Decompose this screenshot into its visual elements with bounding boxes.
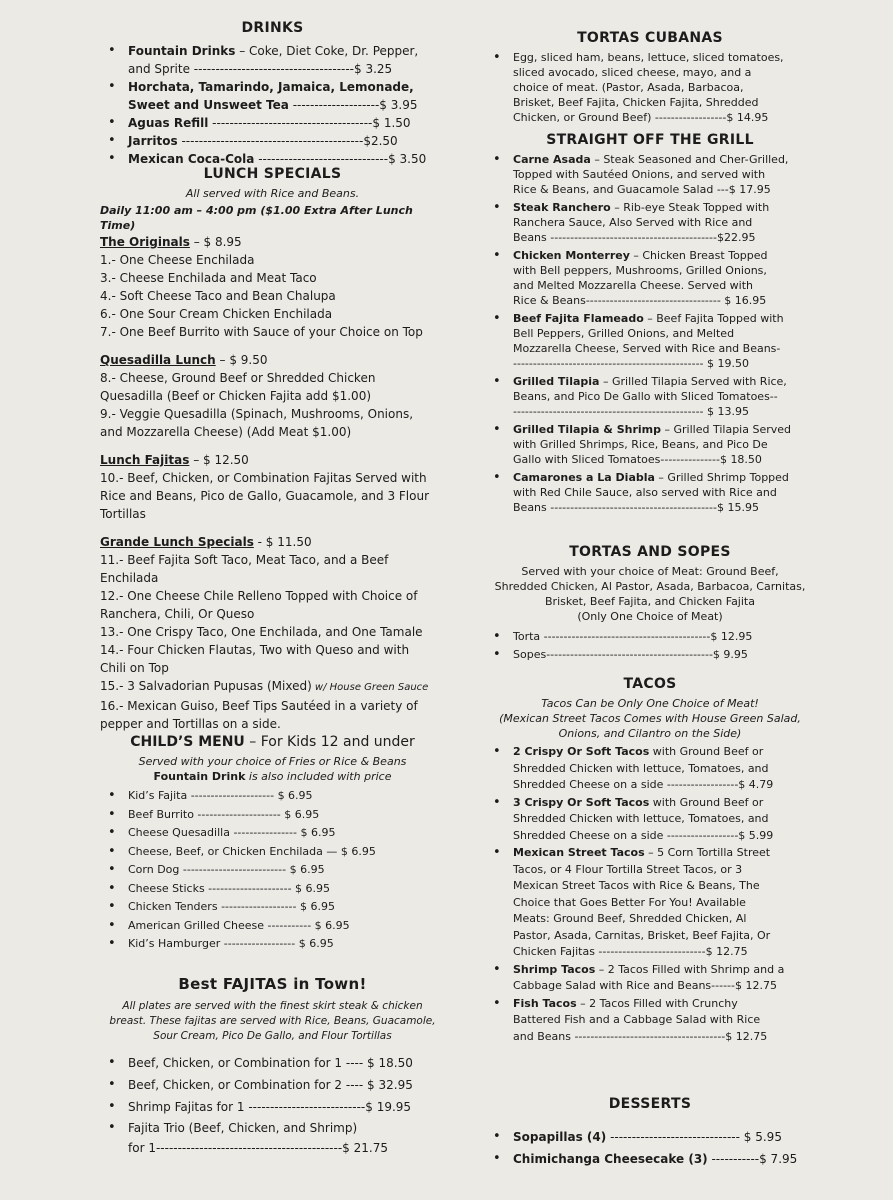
grill-item-name: Grilled Tilapia & Shrimp — [513, 423, 662, 436]
menu-line: Shredded Chicken with lettuce, Tomatoes, and — [513, 812, 769, 825]
drinks-title: DRINKS — [241, 20, 304, 36]
drink-name: Jarritos — [128, 134, 178, 148]
taco-desc: with Ground Beef or — [649, 745, 764, 758]
child-item-name: Kid’s Hamburger — [128, 937, 221, 950]
list-item — [485, 996, 815, 1046]
grande-price: - $ 11.50 — [253, 535, 312, 549]
menu-line: 10.- Beef, Chicken, or Combination Fajitas Served with — [100, 471, 427, 485]
menu-line: Served with your choice of Meat: Ground Beef, — [521, 565, 779, 578]
menu-line: Shredded Chicken, Al Pastor, Asada, Barbacoa, Carnitas, — [494, 580, 806, 593]
fajitas-title: Best FAJITAS in Town! — [178, 975, 367, 993]
taco-desc: – 2 Tacos Filled with Shrimp and a — [595, 962, 785, 976]
grill-item-desc: – Steak Seasoned and Cher-Grilled, — [590, 153, 789, 166]
drink-name: Fountain Drinks — [128, 44, 236, 58]
fajita-name: Beef, Chicken, or Combination for 1 — [128, 1056, 343, 1070]
tortas-sopes-title: TORTAS AND SOPES — [569, 544, 731, 560]
drink-desc: and Sprite — [128, 62, 190, 76]
list-item: • Beef Burrito --------------------- $ 6.95 — [100, 806, 445, 825]
tacos-list — [485, 744, 815, 1045]
menu-line: 6.- One Sour Cream Chicken Enchilada — [100, 307, 333, 321]
fajita-name: for 1 — [128, 1141, 156, 1155]
child-drink-bold: Fountain Drink — [153, 770, 246, 783]
list-item: • Beef, Chicken, or Combination for 1 ---- $ 18.50 — [100, 1052, 445, 1074]
menu-line: Quesadilla (Beef or Chicken Fajita add $1.00) — [100, 389, 372, 403]
grill-item-desc: – Grilled Tilapia Served — [661, 423, 792, 436]
menu-line: 4.- Soft Cheese Taco and Bean Chalupa — [100, 289, 336, 303]
menu-line: 3.- Cheese Enchilada and Meat Taco — [100, 271, 317, 285]
list-item — [485, 152, 815, 197]
list-item: • Fajita Trio (Beef, Chicken, and Shrimp) for 1-------------------------------------------$ 21.75 — [100, 1118, 445, 1158]
menu-line: 8.- Cheese, Ground Beef or Shredded Chicken — [100, 371, 376, 385]
drink-price: $ 3.50 — [388, 152, 427, 166]
child-item-name: Corn Dog — [128, 863, 180, 876]
drinks-list — [100, 42, 445, 168]
list-item — [485, 962, 815, 995]
fajitas-desc-line: Sour Cream, Pico De Gallo, and Flour Tortillas — [153, 1030, 392, 1042]
list-item: • Torta ------------------------------------------$ 12.95 — [485, 628, 815, 646]
list-item: • Chicken Tenders ------------------- $ 6.95 — [100, 898, 445, 917]
fajitas-list — [100, 1052, 445, 1158]
grill-item-name: Beef Fajita Flameado — [513, 312, 644, 325]
menu-line: 13.- One Crispy Taco, One Enchilada, and One Tamale — [100, 625, 423, 639]
drink-price: $ 1.50 — [372, 116, 411, 130]
list-item: • American Grilled Cheese ----------- $ 6.95 — [100, 917, 445, 936]
menu-line: Beans, and Pico De Gallo with Sliced Tomatoes-- — [513, 390, 778, 403]
menu-line: and Mozzarella Cheese) (Add Meat $1.00) — [100, 425, 352, 439]
taco-desc: – 5 Corn Tortilla Street — [644, 846, 771, 859]
fajita-name: Beef, Chicken, or Combination for 2 — [128, 1078, 343, 1092]
child-item-price: $ 6.95 — [277, 789, 313, 802]
menu-line: Chicken, or Ground Beef) ------------------$ 14.95 — [513, 111, 769, 124]
child-item-name: Cheese Sticks — [128, 881, 205, 895]
drink-name: Mexican Coca-Cola — [128, 152, 255, 166]
list-item: • Horchata, Tamarindo, Jamaica, Lemonade, Sweet and Unsweet Tea --------------------$ 3.95 — [100, 78, 445, 114]
desserts-section — [485, 1096, 815, 1170]
item-name: Torta — [513, 630, 541, 643]
child-drink-note — [100, 769, 445, 784]
menu-line: with Grilled Shrimps, Rice, Beans, and Pico De — [513, 438, 768, 451]
desserts-list — [485, 1126, 815, 1170]
grill-title: STRAIGHT OFF THE GRILL — [546, 132, 754, 148]
taco-name: Mexican Street Tacos — [513, 846, 645, 859]
list-item — [485, 744, 815, 794]
pupusas-note: w/ House Green Sauce — [311, 682, 429, 693]
list-item: • Cheese Quesadilla ---------------- $ 6.95 — [100, 824, 445, 843]
tacos-desc — [485, 696, 815, 741]
originals-header — [100, 233, 445, 251]
pupusas-line — [100, 677, 445, 697]
fajita-name: Shrimp Fajitas for 1 — [128, 1100, 245, 1114]
menu-line: 12.- One Cheese Chile Relleno Topped with Choice of — [100, 589, 418, 603]
menu-line: and Melted Mozzarella Cheese. Served with — [513, 279, 754, 292]
tortas-cubanas-list — [485, 50, 815, 125]
child-subtitle: Served with your choice of Fries or Rice & Beans — [138, 755, 407, 768]
menu-line: • Egg, sliced ham, beans, lettuce, sliced tomatoes, — [513, 51, 784, 64]
child-item-name: Cheese Quesadilla — [128, 826, 230, 839]
menu-line: Ranchera Sauce, Also Served with Rice and — [513, 216, 753, 229]
fajitas-desc-line: All plates are served with the finest skirt steak & chicken — [122, 1000, 423, 1012]
originals-label: The Originals — [100, 235, 190, 249]
lunch-fajitas-label: Lunch Fajitas — [100, 453, 190, 467]
menu-line: Cabbage Salad with Rice and Beans------$ 12.75 — [513, 979, 777, 992]
tortas-cubanas-section — [485, 30, 815, 125]
list-item: • Beef, Chicken, or Combination for 2 ---- $ 32.95 — [100, 1074, 445, 1096]
child-drink-rest: is also included with price — [245, 770, 392, 783]
child-item-price: $ 6.95 — [298, 937, 334, 950]
menu-line: Mexican Street Tacos with Rice & Beans, The — [513, 879, 760, 892]
desserts-title: DESSERTS — [608, 1096, 692, 1112]
list-item — [485, 422, 815, 467]
menu-line: sliced avocado, sliced cheese, mayo, and a — [513, 66, 752, 79]
drink-name: Sweet and Unsweet Tea — [128, 98, 289, 112]
dessert-price: $ 5.95 — [743, 1130, 782, 1144]
menu-line: Pastor, Asada, Carnitas, Brisket, Beef Fajita, Or — [513, 928, 771, 942]
menu-line: Tacos Can be Only One Choice of Meat! — [541, 697, 759, 710]
list-item — [485, 248, 815, 308]
child-item-name: Beef Burrito — [128, 807, 194, 821]
menu-price: $ 14.95 — [726, 111, 769, 124]
lunch-subtitle: All served with Rice and Beans. — [185, 187, 360, 200]
taco-name: 3 Crispy Or Soft Tacos — [513, 795, 650, 809]
taco-name: 2 Crispy Or Soft Tacos — [513, 745, 650, 758]
list-item — [485, 311, 815, 371]
drink-name: Aguas Refill — [128, 116, 209, 130]
child-title-row — [100, 734, 445, 750]
menu-line: 14.- Four Chicken Flautas, Two with Queso and with — [100, 643, 410, 657]
child-title: CHILD’S MENU — [130, 734, 245, 750]
list-item — [485, 845, 815, 961]
child-item-name: Kid’s Fajita — [128, 789, 188, 802]
dessert-name: Sopapillas (4) — [513, 1130, 607, 1144]
child-title-suffix: – For Kids 12 and under — [244, 734, 415, 750]
list-item: • Chimichanga Cheesecake (3) -----------$ 7.95 — [485, 1148, 815, 1170]
list-item: • Fountain Drinks – Coke, Diet Coke, Dr. Pepper, and Sprite -------------------------------------$ 3.25 — [100, 42, 445, 78]
child-item-price: $ 6.95 — [300, 900, 335, 913]
fajita-name: Fajita Trio (Beef, Chicken, and Shrimp) — [128, 1121, 358, 1135]
tortas-cubanas-title: TORTAS CUBANAS — [577, 30, 723, 46]
drink-price: $ 3.25 — [354, 62, 393, 76]
menu-line: Shredded Chicken with lettuce, Tomatoes, and — [513, 761, 769, 775]
child-item-price: $ 6.95 — [300, 826, 336, 839]
child-item-price: $ 6.95 — [284, 807, 320, 821]
child-item-name: Chicken Tenders — [128, 900, 218, 913]
child-menu-section — [100, 734, 445, 954]
grill-item-desc: – Grilled Shrimp Topped — [654, 471, 789, 484]
drink-price: $ 3.95 — [379, 98, 418, 112]
child-item-price: $ 6.95 — [340, 844, 376, 858]
menu-line: Gallo with Sliced Tomatoes---------------$ 18.50 — [513, 453, 762, 466]
child-item-price: $ 6.95 — [314, 918, 350, 932]
child-item-name: American Grilled Cheese — [128, 918, 264, 932]
menu-line: 7.- One Beef Burrito with Sauce of your Choice on Top — [100, 325, 423, 339]
menu-line: Bell Peppers, Grilled Onions, and Melted — [513, 327, 735, 340]
grill-item-name: Carne Asada — [513, 153, 591, 166]
item-price: $ 9.95 — [712, 648, 748, 661]
menu-line: Onions, and Cilantro on the Side) — [558, 727, 742, 740]
quesadilla-price: – $ 9.50 — [215, 353, 268, 367]
child-list — [100, 787, 445, 954]
menu-line: Rice & Beans---------------------------------- $ 16.95 — [513, 294, 767, 307]
fajitas-section — [100, 975, 445, 1158]
list-item: • Corn Dog -------------------------- $ 6.95 — [100, 861, 445, 880]
grill-item-desc: – Grilled Tilapia Served with Rice, — [599, 375, 787, 388]
menu-line: Mozzarella Cheese, Served with Rice and Beans- — [513, 342, 781, 355]
list-item: • Sopapillas (4) ------------------------------ $ 5.95 — [485, 1126, 815, 1148]
list-item: • Aguas Refill -------------------------------------$ 1.50 — [100, 114, 445, 132]
drink-desc: – Coke, Diet Coke, Dr. Pepper, — [235, 44, 419, 58]
menu-line: Enchilada — [100, 571, 159, 585]
grill-item-name: Chicken Monterrey — [513, 249, 630, 262]
list-item — [485, 50, 815, 125]
tortas-sopes-list — [485, 628, 815, 664]
taco-name: Fish Tacos — [513, 996, 577, 1010]
menu-line: Choice that Goes Better For You! Available — [513, 895, 746, 909]
fajita-price: $ 21.75 — [342, 1141, 388, 1155]
fajita-price: $ 19.95 — [365, 1100, 412, 1114]
grande-header — [100, 533, 445, 551]
menu-line: Rice & Beans, and Guacamole Salad ---$ 17.95 — [513, 183, 771, 196]
dessert-name: Chimichanga Cheesecake (3) — [513, 1152, 708, 1166]
menu-line: pepper and Tortillas on a side. — [100, 717, 281, 731]
lunch-fajitas-header — [100, 451, 445, 469]
menu-line: 1.- One Cheese Enchilada — [100, 253, 255, 267]
list-item — [485, 374, 815, 419]
menu-line: with Bell peppers, Mushrooms, Grilled Onions, — [513, 264, 767, 277]
item-name: Sopes — [513, 648, 547, 661]
fajita-price: $ 18.50 — [367, 1056, 413, 1070]
grill-item-desc: – Chicken Breast Topped — [629, 249, 768, 262]
menu-line: Chicken Fajitas ---------------------------$ 12.75 — [513, 945, 748, 958]
menu-line: Ranchera, Chili, Or Queso — [100, 607, 255, 621]
menu-line: Tacos, or 4 Flour Tortilla Street Tacos, or 3 — [513, 862, 743, 876]
menu-line: Shredded Cheese on a side ------------------$ 5.99 — [513, 828, 774, 842]
menu-line: 16.- Mexican Guiso, Beef Tips Sautéed in a variety of — [100, 699, 418, 713]
drinks-section — [100, 20, 445, 168]
lunch-title: LUNCH SPECIALS — [203, 166, 342, 182]
list-item: • Shrimp Fajitas for 1 ---------------------------$ 19.95 — [100, 1096, 445, 1118]
list-item: • Kid’s Fajita --------------------- $ 6.95 — [100, 787, 445, 806]
fajita-price: $ 32.95 — [367, 1078, 413, 1092]
grill-item-desc: – Beef Fajita Topped with — [643, 312, 784, 325]
tortas-sopes-desc — [485, 564, 815, 624]
menu-line: with Red Chile Sauce, also served with Rice and — [513, 486, 777, 499]
list-item: • Sopes------------------------------------------$ 9.95 — [485, 646, 815, 664]
menu-line: (Mexican Street Tacos Comes with House Green Salad, — [499, 712, 801, 725]
grill-section — [485, 132, 815, 518]
quesadilla-label: Quesadilla Lunch — [100, 353, 216, 367]
grande-label: Grande Lunch Specials — [100, 535, 254, 549]
list-item — [485, 470, 815, 515]
list-item — [485, 200, 815, 245]
tacos-title: TACOS — [623, 676, 677, 692]
menu-line: Topped with Sautéed Onions, and served with — [513, 168, 766, 181]
menu-line: Beans ------------------------------------------$ 15.95 — [513, 501, 759, 514]
fajitas-desc-line: breast. These fajitas are served with Rice, Beans, Guacamole, — [109, 1015, 436, 1027]
menu-line: 11.- Beef Fajita Soft Taco, Meat Taco, and a Beef — [100, 553, 389, 567]
quesadilla-header — [100, 351, 445, 369]
drink-price: $2.50 — [363, 134, 398, 148]
menu-line: Battered Fish and a Cabbage Salad with Rice — [513, 1013, 761, 1026]
taco-name: Shrimp Tacos — [513, 962, 596, 976]
grill-item-desc: – Rib-eye Steak Topped with — [610, 201, 770, 214]
grill-item-name: Camarones a La Diabla — [513, 471, 655, 484]
list-item — [485, 795, 815, 845]
taco-desc: with Ground Beef or — [649, 795, 764, 809]
menu-line: Tortillas — [100, 507, 146, 521]
menu-line: 9.- Veggie Quesadilla (Spinach, Mushrooms, Onions, — [100, 407, 414, 421]
menu-line: Chili on Top — [100, 661, 169, 675]
lunch-specials-section — [100, 166, 445, 733]
menu-line: Shredded Cheese on a side ------------------$ 4.79 — [513, 778, 774, 791]
list-item: • Kid’s Hamburger ------------------ $ 6.95 — [100, 935, 445, 954]
drink-name: Horchata, Tamarindo, Jamaica, Lemonade, — [128, 80, 414, 94]
menu-line: Brisket, Beef Fajita, Chicken Fajita, Shredded — [513, 96, 759, 109]
menu-text: Chicken, or Ground Beef) — [513, 111, 652, 124]
menu-line: Rice and Beans, Pico de Gallo, Guacamole, and 3 Flour — [100, 489, 430, 503]
menu-line: choice of meat. (Pastor, Asada, Barbacoa, — [513, 81, 744, 94]
item-price: $ 12.95 — [710, 630, 753, 643]
menu-line: and Beans --------------------------------------$ 12.75 — [513, 1029, 768, 1043]
grill-list — [485, 152, 815, 515]
list-item: • Mexican Coca-Cola ------------------------------$ 3.50 — [100, 150, 445, 168]
tacos-section — [485, 676, 815, 1046]
lunch-hours: Daily 11:00 am – 4:00 pm ($1.00 Extra After Lunch Time) — [100, 204, 413, 232]
child-item-price: $ 6.95 — [295, 881, 331, 895]
menu-line: Brisket, Beef Fajita, and Chicken Fajita — [545, 595, 755, 608]
pupusas-text: 15.- 3 Salvadorian Pupusas (Mixed) — [100, 679, 312, 693]
menu-line: ------------------------------------------------ $ 13.95 — [513, 405, 750, 418]
list-item: • Cheese, Beef, or Chicken Enchilada — $ 6.95 — [100, 843, 445, 862]
list-item: • Jarritos ------------------------------------------$2.50 — [100, 132, 445, 150]
grill-item-name: Steak Ranchero — [513, 201, 611, 214]
taco-desc: – 2 Tacos Filled with Crunchy — [576, 996, 738, 1010]
tortas-sopes-section — [485, 544, 815, 664]
dessert-price: $ 7.95 — [759, 1152, 798, 1166]
child-item-name: Cheese, Beef, or Chicken Enchilada — [128, 844, 323, 858]
lunch-fajitas-price: – $ 12.50 — [189, 453, 249, 467]
menu-line: ------------------------------------------------ $ 19.50 — [513, 357, 750, 370]
grill-item-name: Grilled Tilapia — [513, 375, 600, 388]
list-item: • Cheese Sticks --------------------- $ 6.95 — [100, 880, 445, 899]
menu-line: (Only One Choice of Meat) — [577, 610, 723, 623]
child-item-price: $ 6.95 — [289, 863, 325, 876]
menu-line: Beans ------------------------------------------$22.95 — [513, 231, 756, 244]
menu-line: Meats: Ground Beef, Shredded Chicken, Al — [513, 912, 747, 925]
fajitas-desc — [100, 999, 445, 1044]
originals-price: – $ 8.95 — [189, 235, 242, 249]
